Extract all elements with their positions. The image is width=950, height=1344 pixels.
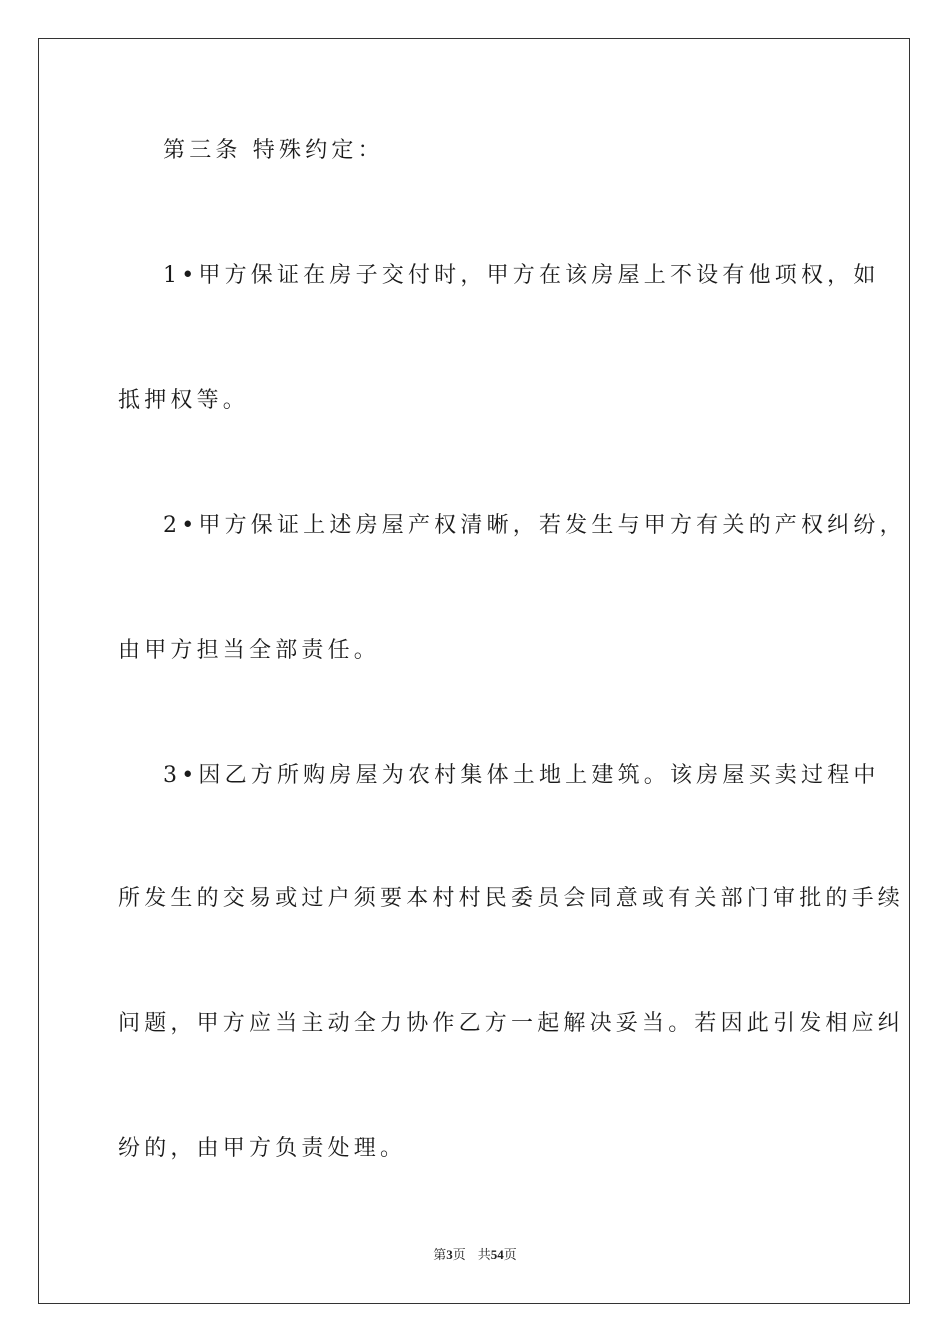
page-number: 3 [446,1247,453,1262]
page-suffix: 页 [452,1248,466,1263]
page-footer [0,1246,950,1265]
clause-2-line-1: 2•甲方保证上述房屋产权清晰，若发生与甲方有关的产权纠纷， [163,513,906,538]
clause-3-line-4: 纷的，由甲方负责处理。 [118,1136,407,1161]
page-prefix: 第 [433,1248,447,1263]
clause-3-line-1: 3•因乙方所购房屋为农村集体土地上建筑。该房屋买卖过程中 [163,763,880,788]
clause-3-line-2: 所发生的交易或过户须要本村村民委员会同意或有关部门审批的手续 [118,886,905,911]
clause-2-line-2: 由甲方担当全部责任。 [118,638,381,663]
clause-3-line-3: 问题，甲方应当主动全力协作乙方一起解决妥当。若因此引发相应纠 [118,1011,905,1036]
total-pages: 54 [490,1247,504,1262]
page-frame [38,38,910,1304]
article-heading: 第三条 特殊约定： [163,138,384,163]
total-prefix: 共 [477,1248,491,1263]
total-suffix: 页 [503,1248,517,1263]
clause-1-line-1: 1•甲方保证在房子交付时，甲方在该房屋上不设有他项权，如 [163,263,880,288]
clause-1-line-2: 抵押权等。 [118,388,250,413]
